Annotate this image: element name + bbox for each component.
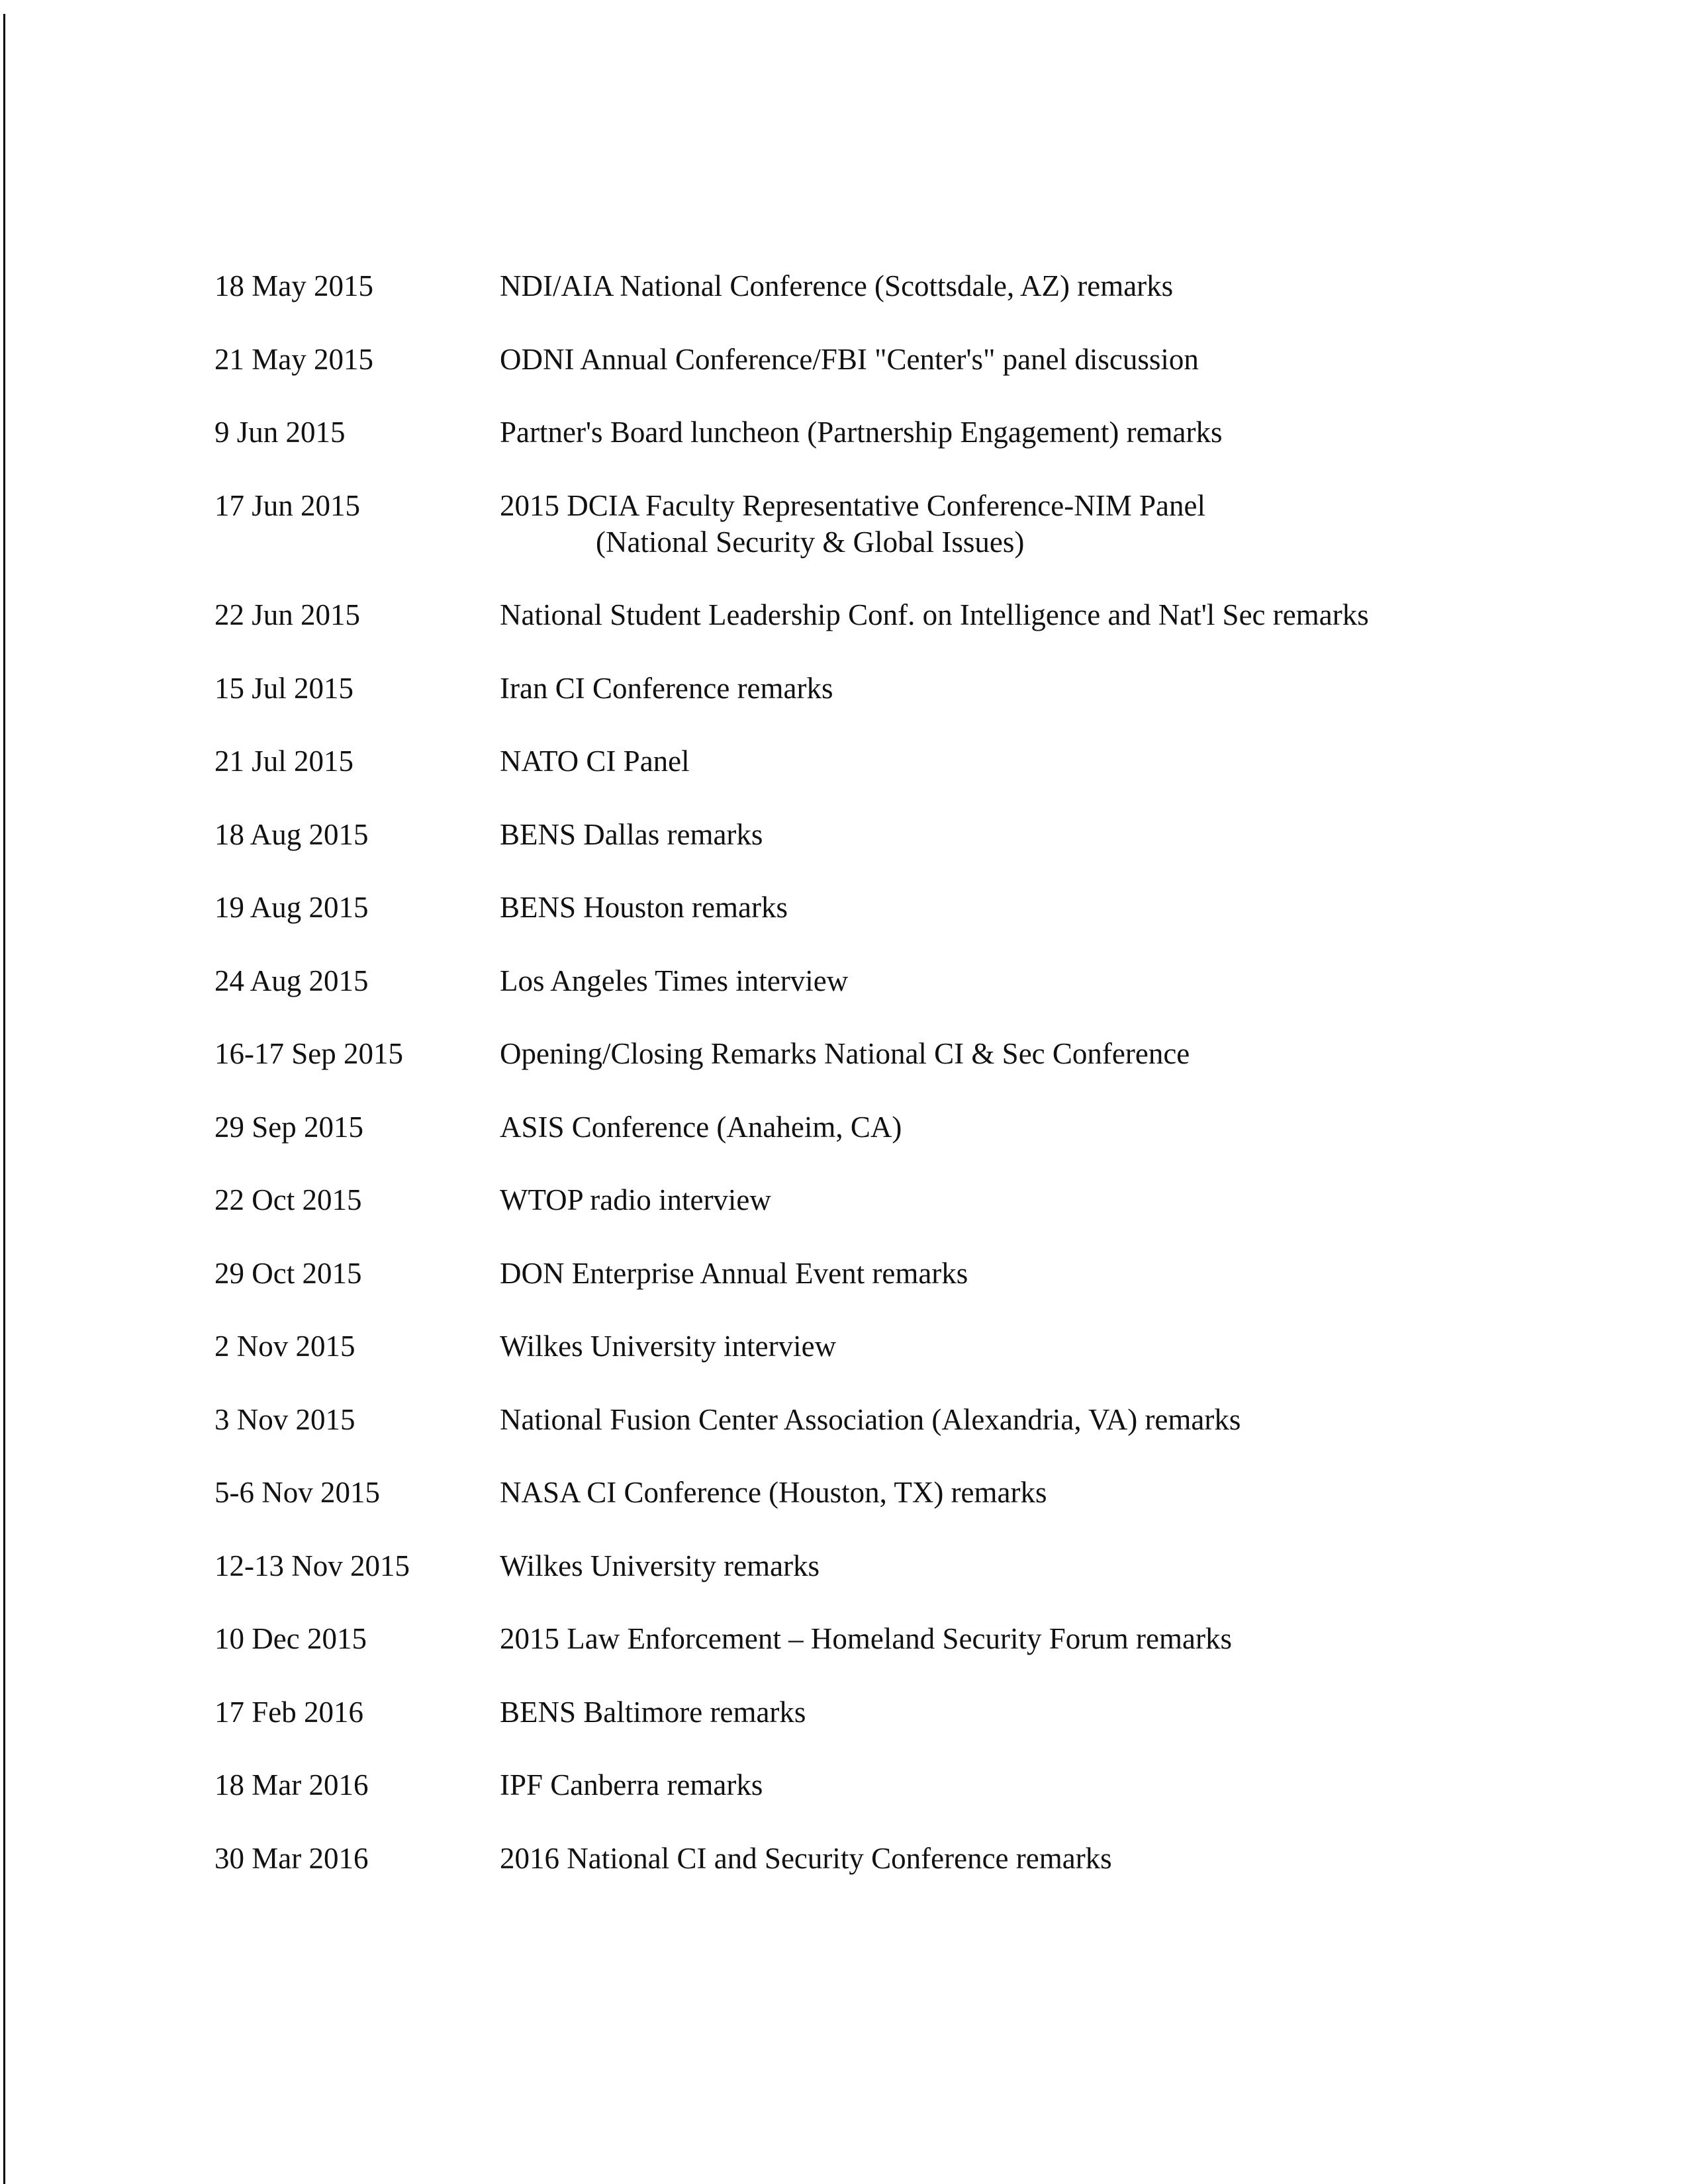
list-item (214, 670, 1638, 707)
entry-event-cell (500, 1036, 1190, 1072)
entry-event: Los Angeles Times interview (500, 964, 849, 997)
list-item (214, 268, 1638, 304)
entry-event-cell (500, 488, 1205, 561)
list-item (214, 341, 1638, 378)
entry-date: 24 Aug 2015 (214, 964, 369, 997)
entry-event-cell (500, 889, 788, 926)
entry-event-cell (500, 1109, 902, 1146)
entry-event-cell (500, 1182, 771, 1218)
entry-event: National Student Leadership Conf. on Intelligence and Nat'l Sec remarks (500, 598, 1369, 631)
entry-event: Wilkes University interview (500, 1330, 837, 1363)
entry-date: 18 May 2015 (214, 269, 373, 302)
entry-date: 29 Sep 2015 (214, 1110, 363, 1144)
list-item (214, 1255, 1638, 1292)
entry-event-cell (500, 743, 690, 780)
entry-event: Partner's Board luncheon (Partnership Engagement) remarks (500, 416, 1223, 449)
entry-event-cell (500, 670, 833, 707)
entry-event: NASA CI Conference (Houston, TX) remarks (500, 1476, 1047, 1509)
list-item (214, 1036, 1638, 1072)
list-item (214, 488, 1638, 561)
list-item (214, 1475, 1638, 1511)
entry-event: BENS Baltimore remarks (500, 1695, 806, 1729)
entry-event: ASIS Conference (Anaheim, CA) (500, 1110, 902, 1144)
entry-date: 17 Feb 2016 (214, 1695, 363, 1729)
page-margin-line (3, 14, 5, 2184)
entry-event: DON Enterprise Annual Event remarks (500, 1256, 968, 1290)
entry-event: 2016 National CI and Security Conference remarks (500, 1841, 1112, 1875)
entry-date: 22 Jun 2015 (214, 598, 361, 631)
list-item (214, 817, 1638, 853)
entry-event: BENS Houston remarks (500, 891, 788, 924)
entry-date: 17 Jun 2015 (214, 488, 361, 522)
list-item (214, 1182, 1638, 1218)
entry-date: 18 Aug 2015 (214, 817, 369, 851)
entry-date: 30 Mar 2016 (214, 1841, 369, 1875)
entry-event: Wilkes University remarks (500, 1549, 820, 1582)
entry-event-cell (500, 597, 1369, 633)
engagement-list (214, 268, 1638, 1913)
list-item (214, 1621, 1638, 1657)
entry-date: 22 Oct 2015 (214, 1183, 362, 1216)
list-item (214, 1694, 1638, 1731)
list-item (214, 597, 1638, 633)
entry-event: NDI/AIA National Conference (Scottsdale, AZ) remarks (500, 269, 1174, 302)
entry-event: 2015 Law Enforcement – Homeland Security Forum remarks (500, 1622, 1232, 1655)
entry-event-cell (500, 1475, 1047, 1511)
entry-event: ODNI Annual Conference/FBI "Center's" panel discussion (500, 342, 1199, 376)
entry-event-cell (500, 1328, 836, 1365)
list-item (214, 743, 1638, 780)
entry-event: National Fusion Center Association (Alexandria, VA) remarks (500, 1402, 1241, 1436)
entry-event: 2015 DCIA Faculty Representative Conference-NIM Panel (500, 488, 1205, 522)
entry-event: NATO CI Panel (500, 745, 690, 778)
entry-event-cell (500, 1841, 1112, 1877)
list-item (214, 1328, 1638, 1365)
entry-date: 18 Mar 2016 (214, 1768, 369, 1801)
entry-event-subtitle: (National Security & Global Issues) (596, 525, 1025, 559)
entry-event-cell (500, 1255, 968, 1292)
entry-event-cell (500, 1548, 820, 1584)
entry-event: IPF Canberra remarks (500, 1768, 763, 1801)
list-item (214, 1548, 1638, 1584)
entry-date: 21 Jul 2015 (214, 745, 354, 778)
entry-event-cell (500, 341, 1199, 378)
entry-date: 29 Oct 2015 (214, 1256, 362, 1290)
entry-date: 21 May 2015 (214, 342, 373, 376)
entry-date: 19 Aug 2015 (214, 891, 369, 924)
entry-event-cell (500, 1621, 1232, 1657)
entry-event: Opening/Closing Remarks National CI & Sec Conference (500, 1037, 1190, 1070)
entry-event: Iran CI Conference remarks (500, 671, 833, 705)
list-item (214, 414, 1638, 451)
entry-event: BENS Dallas remarks (500, 817, 763, 851)
list-item (214, 1402, 1638, 1438)
entry-date: 12-13 Nov 2015 (214, 1549, 410, 1582)
entry-date: 2 Nov 2015 (214, 1330, 355, 1363)
entry-event-cell (500, 963, 848, 999)
entry-date: 10 Dec 2015 (214, 1622, 367, 1655)
entry-date: 15 Jul 2015 (214, 671, 354, 705)
entry-date: 9 Jun 2015 (214, 416, 346, 449)
entry-event-cell (500, 1767, 763, 1803)
entry-event-cell (500, 414, 1223, 451)
entry-date: 16-17 Sep 2015 (214, 1037, 403, 1070)
entry-date: 3 Nov 2015 (214, 1402, 355, 1436)
entry-event-cell (500, 1694, 806, 1731)
entry-event-cell (500, 268, 1173, 304)
entry-event-cell (500, 1402, 1241, 1438)
entry-event: WTOP radio interview (500, 1183, 771, 1216)
list-item (214, 1767, 1638, 1803)
entry-event-cell (500, 817, 763, 853)
list-item (214, 963, 1638, 999)
list-item (214, 1841, 1638, 1877)
entry-date: 5-6 Nov 2015 (214, 1476, 380, 1509)
list-item (214, 889, 1638, 926)
list-item (214, 1109, 1638, 1146)
